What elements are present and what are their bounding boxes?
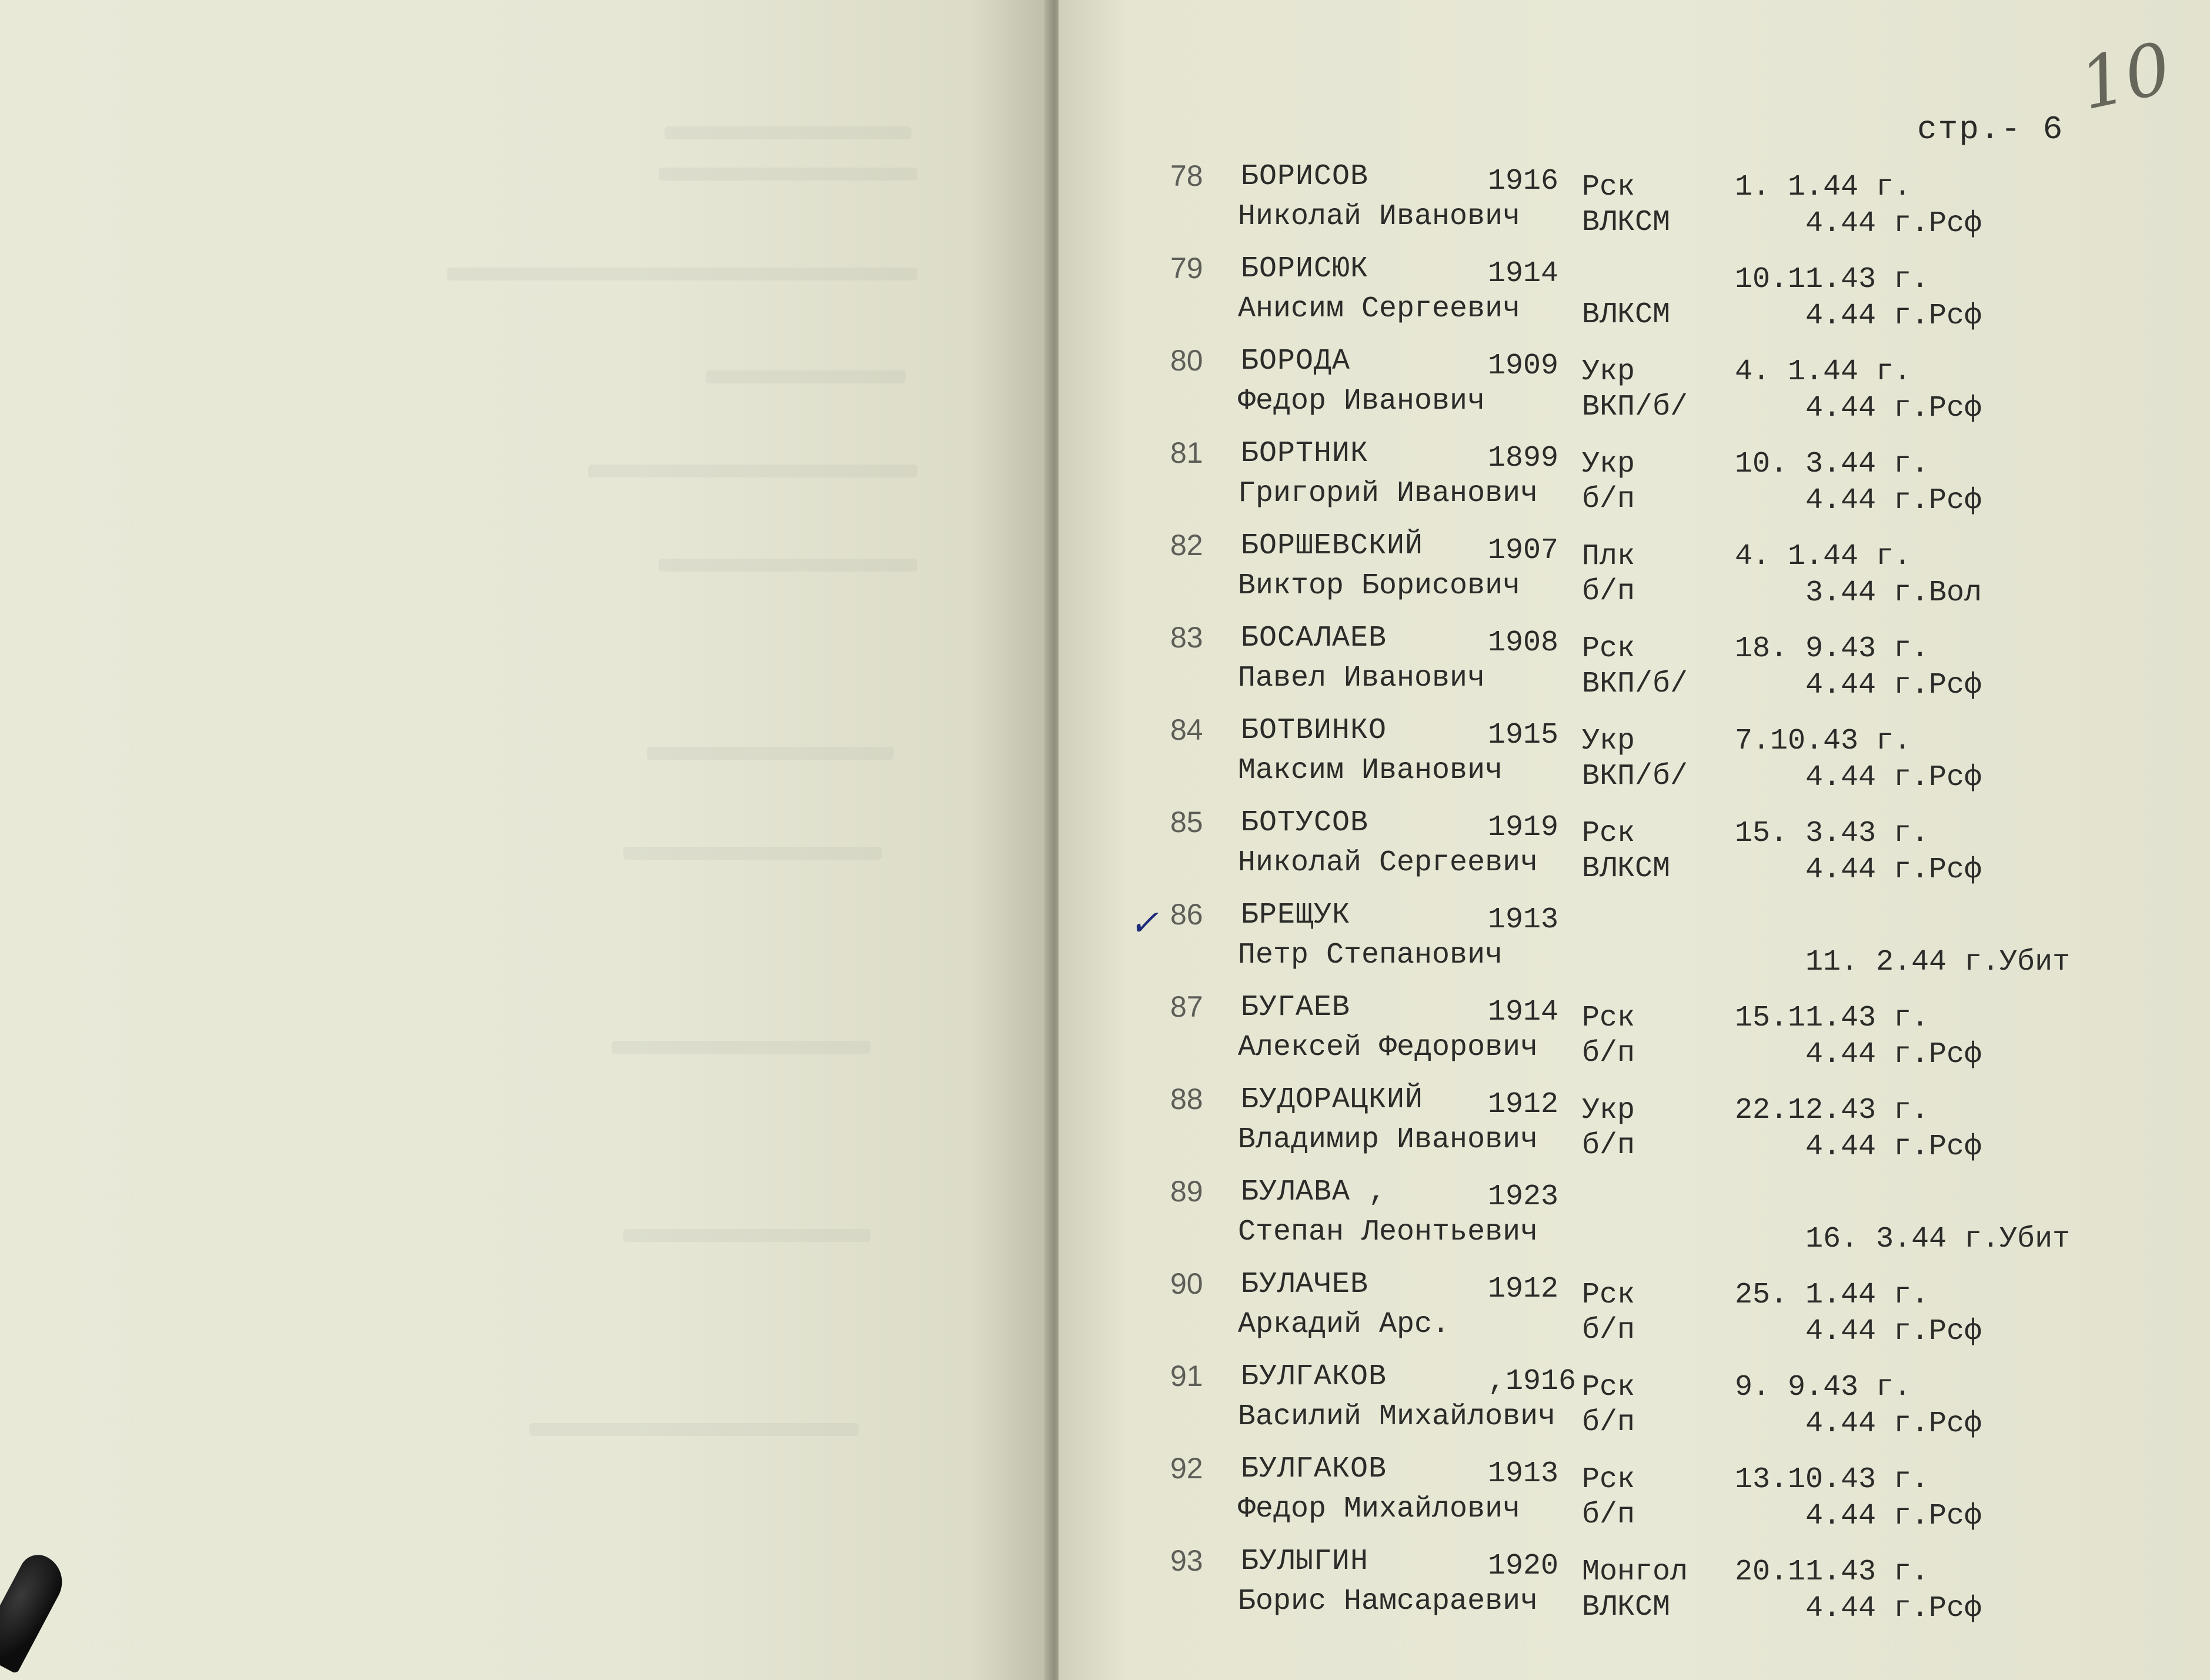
record-row — [0, 1451, 2210, 1539]
record-birth-year: 1920 — [1488, 1549, 1559, 1583]
record-party: ВКП/б/ — [1582, 667, 1688, 701]
record-party: ВКП/б/ — [1582, 760, 1688, 793]
folio-mark: 10 — [2073, 27, 2178, 126]
record-number: 93 — [1170, 1544, 1203, 1577]
record-given-name: Николай Сергеевич — [1238, 846, 1538, 880]
record-given-name: Николай Иванович — [1238, 200, 1521, 233]
record-date-1: 25. 1.44 г. — [1735, 1278, 1929, 1312]
record-number: 89 — [1170, 1175, 1203, 1208]
record-number: 86 — [1170, 898, 1203, 931]
record-birth-year: 1909 — [1488, 349, 1559, 383]
record-surname: БУЛАВА , — [1241, 1175, 1387, 1209]
record-birth-year: 1899 — [1488, 442, 1559, 475]
record-row — [0, 343, 2210, 432]
record-nationality: Укр — [1582, 1094, 1635, 1127]
record-date-1: 10.11.43 г. — [1735, 263, 1929, 296]
record-row — [0, 1544, 2210, 1632]
record-date-2: 4.44 г.Рсф — [1805, 392, 1982, 425]
record-number: 90 — [1170, 1267, 1203, 1300]
record-party: б/п — [1582, 1498, 1635, 1532]
record-nationality: Рск — [1582, 171, 1635, 204]
record-row — [0, 251, 2210, 339]
page-number: стр.- 6 — [1917, 111, 2064, 148]
record-date-1: 9. 9.43 г. — [1735, 1371, 1912, 1404]
record-date-2: 4.44 г.Рсф — [1805, 1038, 1982, 1071]
record-given-name: Аркадий Арс. — [1238, 1308, 1450, 1341]
record-birth-year: 1908 — [1488, 626, 1559, 660]
record-nationality: Укр — [1582, 447, 1635, 481]
record-given-name: Максим Иванович — [1238, 754, 1503, 787]
record-date-1: 22.12.43 г. — [1735, 1094, 1929, 1127]
record-surname: БОРТНИК — [1241, 437, 1369, 470]
record-surname: БОТУСОВ — [1241, 806, 1369, 840]
record-number: 80 — [1170, 344, 1203, 377]
record-nationality: Плк — [1582, 540, 1635, 573]
record-number: 87 — [1170, 990, 1203, 1023]
record-row — [0, 713, 2210, 801]
record-number: 84 — [1170, 713, 1203, 746]
record-surname: БУЛГАКОВ — [1241, 1452, 1387, 1486]
record-birth-year: 1907 — [1488, 534, 1559, 567]
record-row — [0, 159, 2210, 247]
record-date-2: 4.44 г.Рсф — [1805, 1592, 1982, 1625]
record-row — [0, 436, 2210, 524]
record-number: 85 — [1170, 806, 1203, 839]
record-date-2: 4.44 г.Рсф — [1805, 484, 1982, 517]
record-party: ВКП/б/ — [1582, 390, 1688, 424]
record-given-name: Степан Леонтьевич — [1238, 1215, 1538, 1249]
record-number: 79 — [1170, 252, 1203, 285]
check-mark-icon: ✓ — [1129, 903, 1159, 944]
record-date-1: 18. 9.43 г. — [1735, 632, 1929, 666]
record-date-1: 4. 1.44 г. — [1735, 355, 1912, 389]
record-date-1: 7.10.43 г. — [1735, 724, 1912, 758]
record-date-1: 4. 1.44 г. — [1735, 540, 1912, 573]
record-party: б/п — [1582, 1314, 1635, 1347]
record-surname: БУДОРАЦКИЙ — [1241, 1083, 1424, 1117]
record-birth-year: 1915 — [1488, 719, 1559, 752]
record-number: 82 — [1170, 529, 1203, 562]
record-nationality: Рск — [1582, 817, 1635, 850]
record-given-name: Василий Михайлович — [1238, 1400, 1556, 1434]
record-given-name: Григорий Иванович — [1238, 477, 1538, 510]
record-party: ВЛКСМ — [1582, 298, 1671, 332]
record-surname: БОТВИНКО — [1241, 714, 1387, 747]
record-date-2: 11. 2.44 г.Убит — [1805, 946, 2071, 979]
record-number: 83 — [1170, 621, 1203, 654]
record-surname: БУГАЕВ — [1241, 991, 1351, 1024]
record-date-2: 4.44 г.Рсф — [1805, 1407, 1982, 1441]
record-birth-year: 1913 — [1488, 903, 1559, 937]
record-birth-year: 1923 — [1488, 1180, 1559, 1214]
record-birth-year: 1919 — [1488, 811, 1559, 844]
record-surname: БОРОДА — [1241, 345, 1351, 378]
record-party: ВЛКСМ — [1582, 852, 1671, 886]
record-date-2: 4.44 г.Рсф — [1805, 1130, 1982, 1164]
record-row — [0, 805, 2210, 893]
record-row — [0, 1082, 2210, 1170]
record-number: 91 — [1170, 1360, 1203, 1392]
record-birth-year: 1916 — [1488, 165, 1559, 198]
record-nationality: Рск — [1582, 1463, 1635, 1497]
record-given-name: Федор Иванович — [1238, 385, 1485, 418]
record-given-name: Алексей Федорович — [1238, 1031, 1538, 1064]
record-date-2: 4.44 г.Рсф — [1805, 669, 1982, 702]
record-party: б/п — [1582, 1129, 1635, 1163]
record-date-2: 4.44 г.Рсф — [1805, 299, 1982, 333]
record-date-2: 4.44 г.Рсф — [1805, 207, 1982, 241]
record-row — [0, 1359, 2210, 1447]
record-surname: БУЛАЧЕВ — [1241, 1268, 1369, 1301]
record-surname: БУЛЫГИН — [1241, 1545, 1369, 1578]
record-given-name: Борис Намсараевич — [1238, 1585, 1538, 1618]
record-number: 88 — [1170, 1083, 1203, 1115]
record-party: ВЛКСМ — [1582, 1591, 1671, 1624]
record-birth-year: 1914 — [1488, 996, 1559, 1029]
record-nationality: Рск — [1582, 1001, 1635, 1035]
record-given-name: Петр Степанович — [1238, 938, 1503, 972]
record-date-1: 15.11.43 г. — [1735, 1001, 1929, 1035]
record-date-1: 13.10.43 г. — [1735, 1463, 1929, 1497]
record-birth-year: 1913 — [1488, 1457, 1559, 1491]
record-party: б/п — [1582, 1037, 1635, 1070]
record-surname: БОРИСЮК — [1241, 252, 1369, 286]
record-party: ВЛКСМ — [1582, 206, 1671, 239]
record-date-2: 4.44 г.Рсф — [1805, 1499, 1982, 1533]
record-date-1: 1. 1.44 г. — [1735, 171, 1912, 204]
record-number: 92 — [1170, 1452, 1203, 1485]
record-given-name: Владимир Иванович — [1238, 1123, 1538, 1157]
record-number: 78 — [1170, 159, 1203, 192]
record-date-1: 15. 3.43 г. — [1735, 817, 1929, 850]
record-party: б/п — [1582, 1406, 1635, 1439]
record-row — [0, 528, 2210, 616]
record-birth-year: ,1916 — [1488, 1365, 1577, 1398]
record-birth-year: 1914 — [1488, 257, 1559, 290]
record-given-name: Павел Иванович — [1238, 662, 1485, 695]
record-given-name: Федор Михайлович — [1238, 1492, 1521, 1526]
record-row — [0, 990, 2210, 1078]
record-row — [0, 1174, 2210, 1262]
record-date-2: 4.44 г.Рсф — [1805, 761, 1982, 794]
record-nationality: Рск — [1582, 1371, 1635, 1404]
record-surname: БРЕЩУК — [1241, 899, 1351, 932]
record-nationality: Монгол — [1582, 1555, 1688, 1589]
record-number: 81 — [1170, 436, 1203, 469]
record-surname: БОРШЕВСКИЙ — [1241, 529, 1424, 563]
record-nationality: Рск — [1582, 1278, 1635, 1312]
record-row — [0, 897, 2210, 986]
record-surname: БУЛГАКОВ — [1241, 1360, 1387, 1394]
record-party: б/п — [1582, 575, 1635, 609]
record-given-name: Виктор Борисович — [1238, 569, 1521, 603]
record-date-1: 20.11.43 г. — [1735, 1555, 1929, 1589]
record-birth-year: 1912 — [1488, 1088, 1559, 1121]
record-date-2: 16. 3.44 г.Убит — [1805, 1223, 2071, 1256]
record-row — [0, 1267, 2210, 1355]
record-nationality: Укр — [1582, 355, 1635, 389]
record-nationality: Рск — [1582, 632, 1635, 666]
record-surname: БОСАЛАЕВ — [1241, 622, 1387, 655]
record-birth-year: 1912 — [1488, 1272, 1559, 1306]
record-party: б/п — [1582, 483, 1635, 516]
record-date-2: 4.44 г.Рсф — [1805, 1315, 1982, 1348]
record-surname: БОРИСОВ — [1241, 160, 1369, 193]
record-date-2: 3.44 г.Вол — [1805, 576, 1982, 610]
record-nationality: Укр — [1582, 724, 1635, 758]
record-date-2: 4.44 г.Рсф — [1805, 853, 1982, 887]
record-given-name: Анисим Сергеевич — [1238, 292, 1521, 326]
record-row — [0, 620, 2210, 709]
record-date-1: 10. 3.44 г. — [1735, 447, 1929, 481]
